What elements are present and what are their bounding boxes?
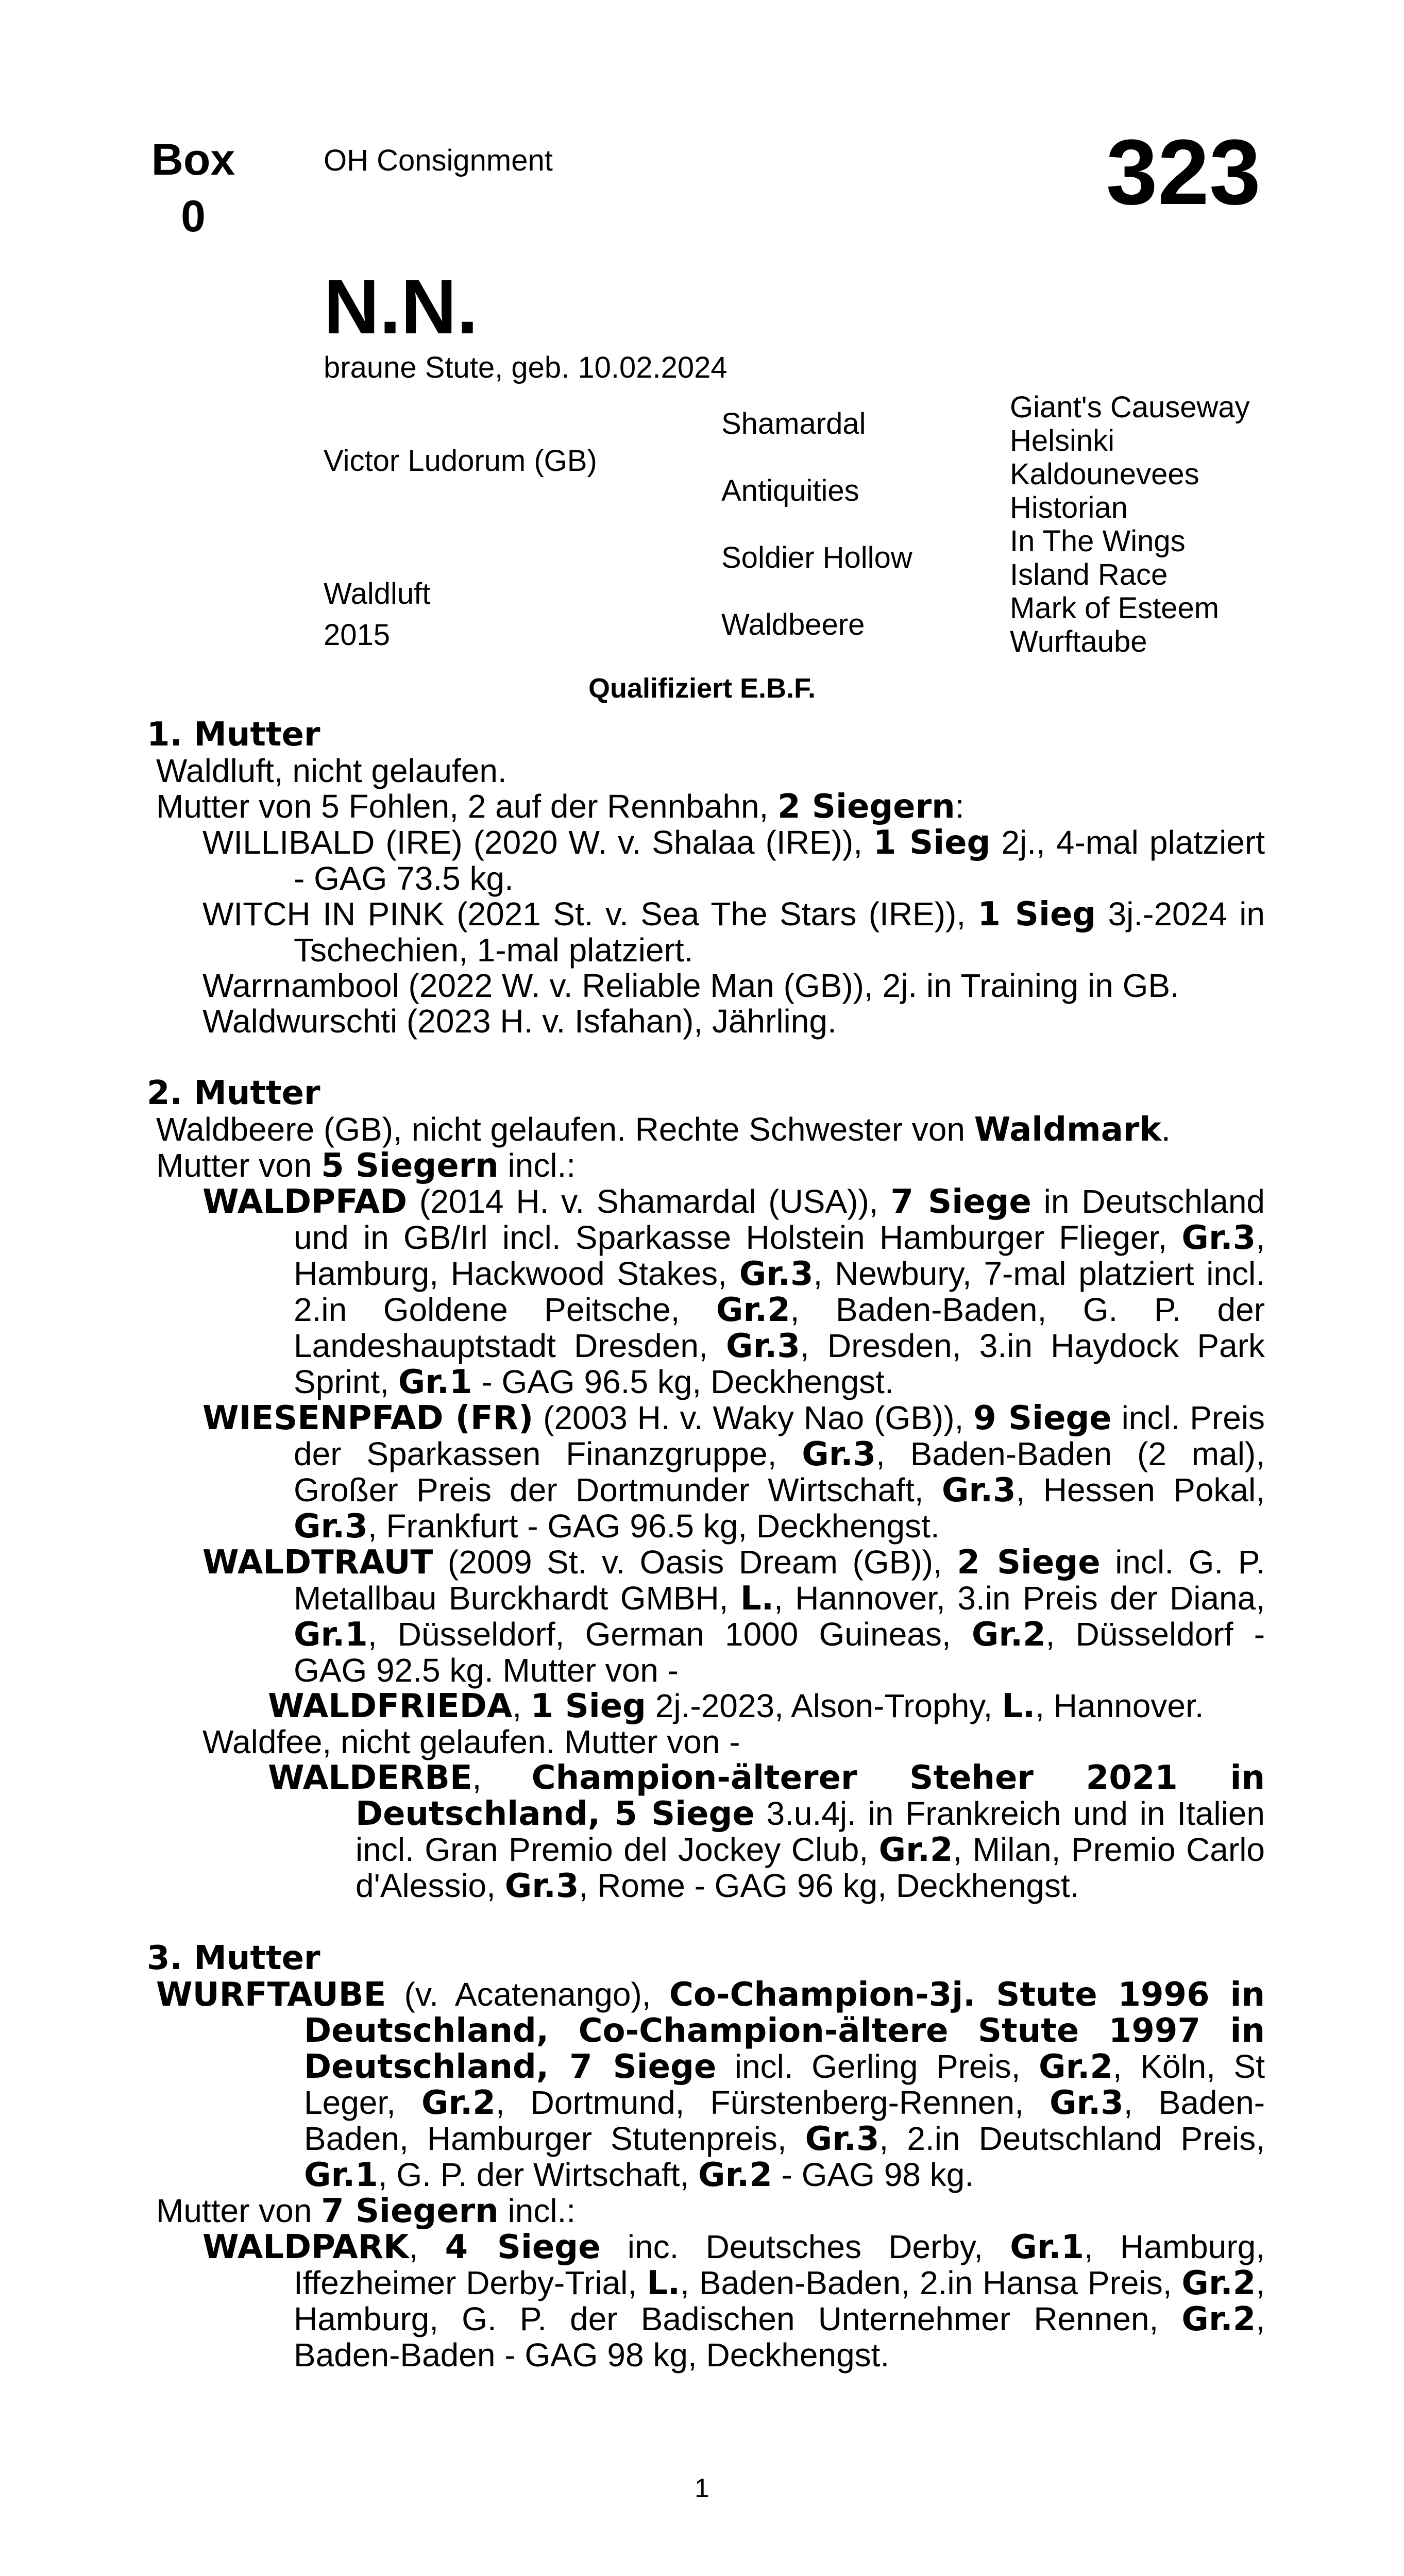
family-section	[147, 716, 1265, 2373]
produce-item: Waldwurschti (2023 H. v. Isfahan), Jährling.	[202, 1003, 837, 1040]
pedigree-g3-8: Wurftaube	[1010, 625, 1147, 658]
produce-item: WALDPFAD (2014 H. v. Shamardal (USA)), 7 Siege in Deutschland und in GB/Irl incl. Sparkasse Holstein Hamburger Flieger, Gr.3, Hamburg, Hackwood Stakes, Gr.3, Newbury, 7-mal platziert incl. 2.in Goldene Peitsche, Gr.2, Baden-Baden, G. P. der Landeshauptstadt Dresden, Gr.3, Dresden, 3.in Haydock Park Sprint, Gr.1 - GAG 96.5 kg, Deckhengst.	[202, 1183, 1265, 1401]
pedigree-g3-7: Mark of Esteem	[1010, 591, 1220, 625]
pedigree-g3-1: Giant's Causeway	[1010, 391, 1250, 424]
produce-item: WALDERBE, Champion-älterer Steher 2021 in Deutschland, 5 Siege 3.u.4j. in Frankreich und in Italien incl. Gran Premio del Jockey Club, Gr.2, Milan, Premio Carlo d'Alessio, Gr.3, Rome - GAG 96 kg, Deckhengst.	[268, 1759, 1265, 1905]
pedigree-sire: Victor Ludorum (GB)	[324, 444, 597, 478]
pedigree-g3-5: In The Wings	[1010, 524, 1186, 558]
pedigree-sire-dam: Antiquities	[721, 474, 859, 507]
page-number: 1	[695, 2473, 709, 2503]
second-dam-produce: Mutter von 5 Siegern incl.:	[156, 1147, 576, 1185]
horse-name: N.N.	[324, 263, 478, 350]
produce-item: WALDFRIEDA, 1 Sieg 2j.-2023, Alson-Trophy, L., Hannover.	[268, 1687, 1204, 1725]
consignment: OH Consignment	[324, 144, 553, 177]
produce-item: WITCH IN PINK (2021 St. v. Sea The Stars (IRE)), 1 Sieg 3j.-2024 in Tschechien, 1-mal platziert.	[202, 895, 1265, 969]
pedigree-g3-2: Helsinki	[1010, 424, 1115, 457]
produce-item: WALDPARK, 4 Siege inc. Deutsches Derby, Gr.1, Hamburg, Iffezheimer Derby-Trial, L., Baden-Baden, 2.in Hansa Preis, Gr.2, Hamburg, G. P. der Badischen Unternehmer Rennen, Gr.2, Baden-Baden - GAG 98 kg, Deckhengst.	[202, 2228, 1265, 2374]
section-heading-third-dam: 3. Mutter	[147, 1939, 320, 1977]
produce-item: Warrnambool (2022 W. v. Reliable Man (GB)), 2j. in Training in GB.	[202, 967, 1179, 1004]
section-heading-second-dam: 2. Mutter	[147, 1074, 320, 1112]
third-dam-produce: Mutter von 7 Siegern incl.:	[156, 2192, 576, 2230]
produce-item: WILLIBALD (IRE) (2020 W. v. Shalaa (IRE)), 1 Sieg 2j., 4-mal platziert - GAG 73.5 kg.	[202, 824, 1265, 897]
produce-item: Waldfee, nicht gelaufen. Mutter von -	[202, 1723, 740, 1760]
pedigree-g3-6: Island Race	[1010, 558, 1168, 591]
first-dam-intro: Waldluft, nicht gelaufen.	[156, 752, 507, 789]
qualification: Qualifiziert E.B.F.	[588, 673, 816, 704]
pedigree-dam-year: 2015	[324, 618, 391, 652]
first-dam-produce: Mutter von 5 Fohlen, 2 auf der Rennbahn, 2 Siegern:	[156, 788, 965, 826]
pedigree-dam-dam: Waldbeere	[721, 608, 865, 641]
second-dam-intro: Waldbeere (GB), nicht gelaufen. Rechte Schwester von Waldmark.	[156, 1111, 1171, 1149]
pedigree-g3-4: Historian	[1010, 491, 1128, 524]
pedigree-dam: Waldluft	[324, 577, 431, 611]
horse-description: braune Stute, geb. 10.02.2024	[324, 351, 728, 384]
produce-item: WIESENPFAD (FR) (2003 H. v. Waky Nao (GB)), 9 Siege incl. Preis der Sparkassen Finanzgruppe, Gr.3, Baden-Baden (2 mal), Großer Preis der Dortmunder Wirtschaft, Gr.3, Hessen Pokal, Gr.3, Frankfurt - GAG 96.5 kg, Deckhengst.	[202, 1399, 1265, 1546]
box-label: Box 0	[151, 135, 235, 241]
section-heading-first-dam: 1. Mutter	[147, 716, 320, 754]
pedigree-g3-3: Kaldounevees	[1010, 457, 1199, 491]
pedigree-sire-sire: Shamardal	[721, 407, 866, 440]
pedigree-dam-sire: Soldier Hollow	[721, 541, 912, 574]
third-dam-intro: WURFTAUBE (v. Acatenango), Co-Champion-3j. Stute 1996 in Deutschland, Co-Champion-ältere Stute 1997 in Deutschland, 7 Siege incl. Gerling Preis, Gr.2, Köln, St Leger, Gr.2, Dortmund, Fürstenberg-Rennen, Gr.3, Baden-Baden, Hamburger Stutenpreis, Gr.3, 2.in Deutschland Preis, Gr.1, G. P. der Wirtschaft, Gr.2 - GAG 98 kg.	[156, 1976, 1265, 2194]
produce-item: WALDTRAUT (2009 St. v. Oasis Dream (GB)), 2 Siege incl. G. P. Metallbau Burckhardt GMBH, L., Hannover, 3.in Preis der Diana, Gr.1, Düsseldorf, German 1000 Guineas, Gr.2, Düsseldorf - GAG 92.5 kg. Mutter von -	[202, 1544, 1265, 1689]
lot-number: 323	[1106, 121, 1261, 224]
